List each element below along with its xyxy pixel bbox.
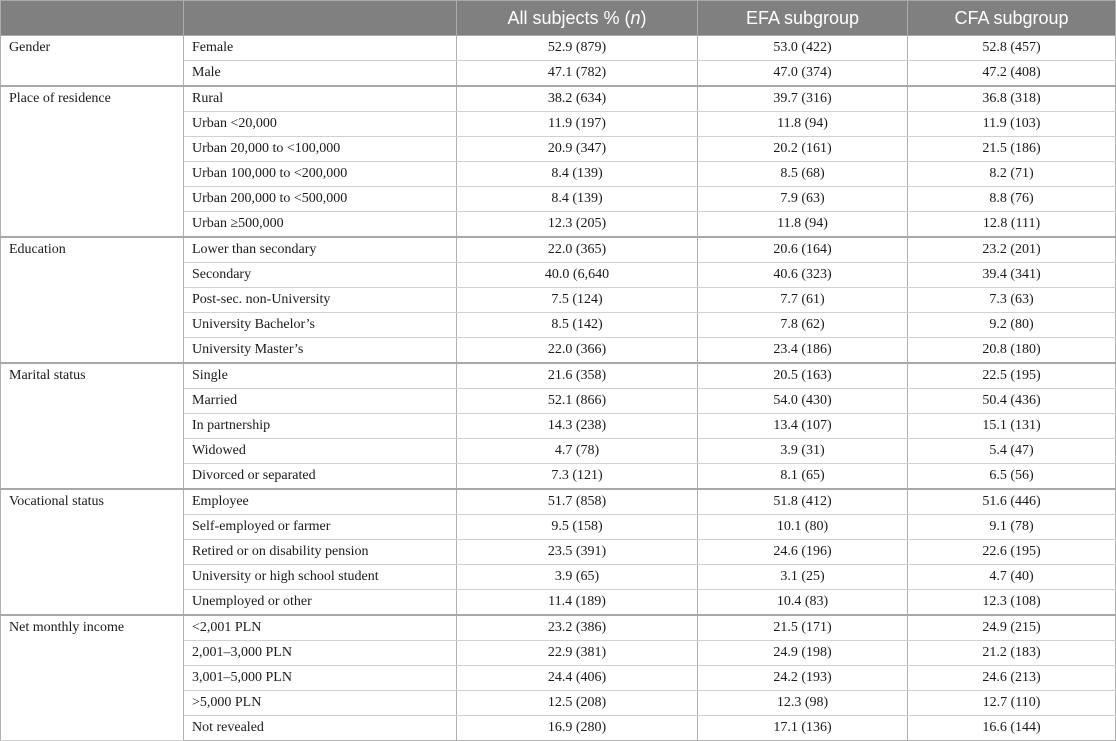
efa-value: 10.1 (80)	[698, 515, 908, 540]
efa-value: 7.7 (61)	[698, 288, 908, 313]
row-label: Employee	[184, 489, 457, 515]
header-cfa-subgroup: CFA subgroup	[908, 1, 1116, 36]
all-subjects-value: 8.4 (139)	[457, 162, 698, 187]
efa-value: 24.2 (193)	[698, 666, 908, 691]
efa-value: 24.6 (196)	[698, 540, 908, 565]
cfa-value: 52.8 (457)	[908, 36, 1116, 61]
cfa-value: 12.3 (108)	[908, 590, 1116, 616]
all-subjects-value: 12.5 (208)	[457, 691, 698, 716]
row-label: Urban 20,000 to <100,000	[184, 137, 457, 162]
cfa-value: 22.5 (195)	[908, 363, 1116, 389]
all-subjects-value: 11.9 (197)	[457, 112, 698, 137]
cfa-value: 24.6 (213)	[908, 666, 1116, 691]
cfa-value: 50.4 (436)	[908, 389, 1116, 414]
row-label: >5,000 PLN	[184, 691, 457, 716]
all-subjects-value: 12.3 (205)	[457, 212, 698, 238]
cfa-value: 9.2 (80)	[908, 313, 1116, 338]
all-subjects-value: 51.7 (858)	[457, 489, 698, 515]
table-body	[1, 36, 1116, 741]
efa-value: 23.4 (186)	[698, 338, 908, 364]
row-label: <2,001 PLN	[184, 615, 457, 641]
efa-value: 8.1 (65)	[698, 464, 908, 490]
cfa-value: 5.4 (47)	[908, 439, 1116, 464]
all-subjects-value: 7.5 (124)	[457, 288, 698, 313]
all-subjects-value: 38.2 (634)	[457, 86, 698, 112]
row-label: University or high school student	[184, 565, 457, 590]
category-label: Education	[1, 237, 184, 363]
efa-value: 17.1 (136)	[698, 716, 908, 741]
all-subjects-value: 8.4 (139)	[457, 187, 698, 212]
table-row	[1, 36, 1116, 61]
all-subjects-value: 52.9 (879)	[457, 36, 698, 61]
category-label: Place of residence	[1, 86, 184, 237]
all-subjects-value: 22.9 (381)	[457, 641, 698, 666]
cfa-value: 24.9 (215)	[908, 615, 1116, 641]
cfa-value: 9.1 (78)	[908, 515, 1116, 540]
row-label: Urban 100,000 to <200,000	[184, 162, 457, 187]
efa-value: 24.9 (198)	[698, 641, 908, 666]
efa-value: 20.2 (161)	[698, 137, 908, 162]
category-label: Gender	[1, 36, 184, 87]
row-label: Urban 200,000 to <500,000	[184, 187, 457, 212]
efa-value: 47.0 (374)	[698, 61, 908, 87]
cfa-value: 21.2 (183)	[908, 641, 1116, 666]
table-row	[1, 363, 1116, 389]
header-item	[184, 1, 457, 36]
all-subjects-value: 22.0 (365)	[457, 237, 698, 263]
efa-value: 20.5 (163)	[698, 363, 908, 389]
all-subjects-value: 23.2 (386)	[457, 615, 698, 641]
header-all-subjects	[457, 1, 698, 36]
row-label: Single	[184, 363, 457, 389]
cfa-value: 12.7 (110)	[908, 691, 1116, 716]
efa-value: 12.3 (98)	[698, 691, 908, 716]
cfa-value: 8.2 (71)	[908, 162, 1116, 187]
efa-value: 39.7 (316)	[698, 86, 908, 112]
header-all-prefix: All subjects % (	[507, 7, 631, 28]
all-subjects-value: 23.5 (391)	[457, 540, 698, 565]
all-subjects-value: 52.1 (866)	[457, 389, 698, 414]
row-label: Widowed	[184, 439, 457, 464]
table-row	[1, 489, 1116, 515]
category-label: Net monthly income	[1, 615, 184, 741]
efa-value: 3.9 (31)	[698, 439, 908, 464]
all-subjects-value: 24.4 (406)	[457, 666, 698, 691]
all-subjects-value: 20.9 (347)	[457, 137, 698, 162]
row-label: Female	[184, 36, 457, 61]
efa-value: 13.4 (107)	[698, 414, 908, 439]
table-row	[1, 237, 1116, 263]
header-all-suffix: )	[640, 7, 647, 28]
row-label: 2,001–3,000 PLN	[184, 641, 457, 666]
row-label: Not revealed	[184, 716, 457, 741]
cfa-value: 12.8 (111)	[908, 212, 1116, 238]
row-label: Married	[184, 389, 457, 414]
all-subjects-value: 16.9 (280)	[457, 716, 698, 741]
cfa-value: 51.6 (446)	[908, 489, 1116, 515]
row-label: University Bachelor’s	[184, 313, 457, 338]
row-label: Secondary	[184, 263, 457, 288]
all-subjects-value: 21.6 (358)	[457, 363, 698, 389]
all-subjects-value: 9.5 (158)	[457, 515, 698, 540]
row-label: In partnership	[184, 414, 457, 439]
efa-value: 51.8 (412)	[698, 489, 908, 515]
cfa-value: 20.8 (180)	[908, 338, 1116, 364]
row-label: Divorced or separated	[184, 464, 457, 490]
cfa-value: 11.9 (103)	[908, 112, 1116, 137]
category-label: Vocational status	[1, 489, 184, 615]
efa-value: 40.6 (323)	[698, 263, 908, 288]
row-label: University Master’s	[184, 338, 457, 364]
efa-value: 3.1 (25)	[698, 565, 908, 590]
table-row	[1, 86, 1116, 112]
cfa-value: 21.5 (186)	[908, 137, 1116, 162]
all-subjects-value: 7.3 (121)	[457, 464, 698, 490]
row-label: Urban ≥500,000	[184, 212, 457, 238]
header-efa-subgroup: EFA subgroup	[698, 1, 908, 36]
efa-value: 7.8 (62)	[698, 313, 908, 338]
efa-value: 54.0 (430)	[698, 389, 908, 414]
all-subjects-value: 8.5 (142)	[457, 313, 698, 338]
all-subjects-value: 4.7 (78)	[457, 439, 698, 464]
row-label: Male	[184, 61, 457, 87]
cfa-value: 8.8 (76)	[908, 187, 1116, 212]
cfa-value: 15.1 (131)	[908, 414, 1116, 439]
cfa-value: 6.5 (56)	[908, 464, 1116, 490]
all-subjects-value: 47.1 (782)	[457, 61, 698, 87]
efa-value: 20.6 (164)	[698, 237, 908, 263]
row-label: 3,001–5,000 PLN	[184, 666, 457, 691]
cfa-value: 39.4 (341)	[908, 263, 1116, 288]
row-label: Lower than secondary	[184, 237, 457, 263]
header-row	[1, 1, 1116, 36]
cfa-value: 7.3 (63)	[908, 288, 1116, 313]
efa-value: 10.4 (83)	[698, 590, 908, 616]
efa-value: 21.5 (171)	[698, 615, 908, 641]
all-subjects-value: 40.0 (6,640	[457, 263, 698, 288]
row-label: Retired or on disability pension	[184, 540, 457, 565]
efa-value: 11.8 (94)	[698, 212, 908, 238]
row-label: Unemployed or other	[184, 590, 457, 616]
row-label: Self-employed or farmer	[184, 515, 457, 540]
efa-value: 7.9 (63)	[698, 187, 908, 212]
cfa-value: 36.8 (318)	[908, 86, 1116, 112]
row-label: Post-sec. non-University	[184, 288, 457, 313]
all-subjects-value: 11.4 (189)	[457, 590, 698, 616]
row-label: Urban <20,000	[184, 112, 457, 137]
cfa-value: 22.6 (195)	[908, 540, 1116, 565]
all-subjects-value: 22.0 (366)	[457, 338, 698, 364]
all-subjects-value: 3.9 (65)	[457, 565, 698, 590]
efa-value: 8.5 (68)	[698, 162, 908, 187]
efa-value: 11.8 (94)	[698, 112, 908, 137]
cfa-value: 47.2 (408)	[908, 61, 1116, 87]
row-label: Rural	[184, 86, 457, 112]
header-all-n: n	[630, 7, 641, 28]
header-category	[1, 1, 184, 36]
cfa-value: 4.7 (40)	[908, 565, 1116, 590]
all-subjects-value: 14.3 (238)	[457, 414, 698, 439]
cfa-value: 16.6 (144)	[908, 716, 1116, 741]
efa-value: 53.0 (422)	[698, 36, 908, 61]
cfa-value: 23.2 (201)	[908, 237, 1116, 263]
table-row	[1, 615, 1116, 641]
category-label: Marital status	[1, 363, 184, 489]
